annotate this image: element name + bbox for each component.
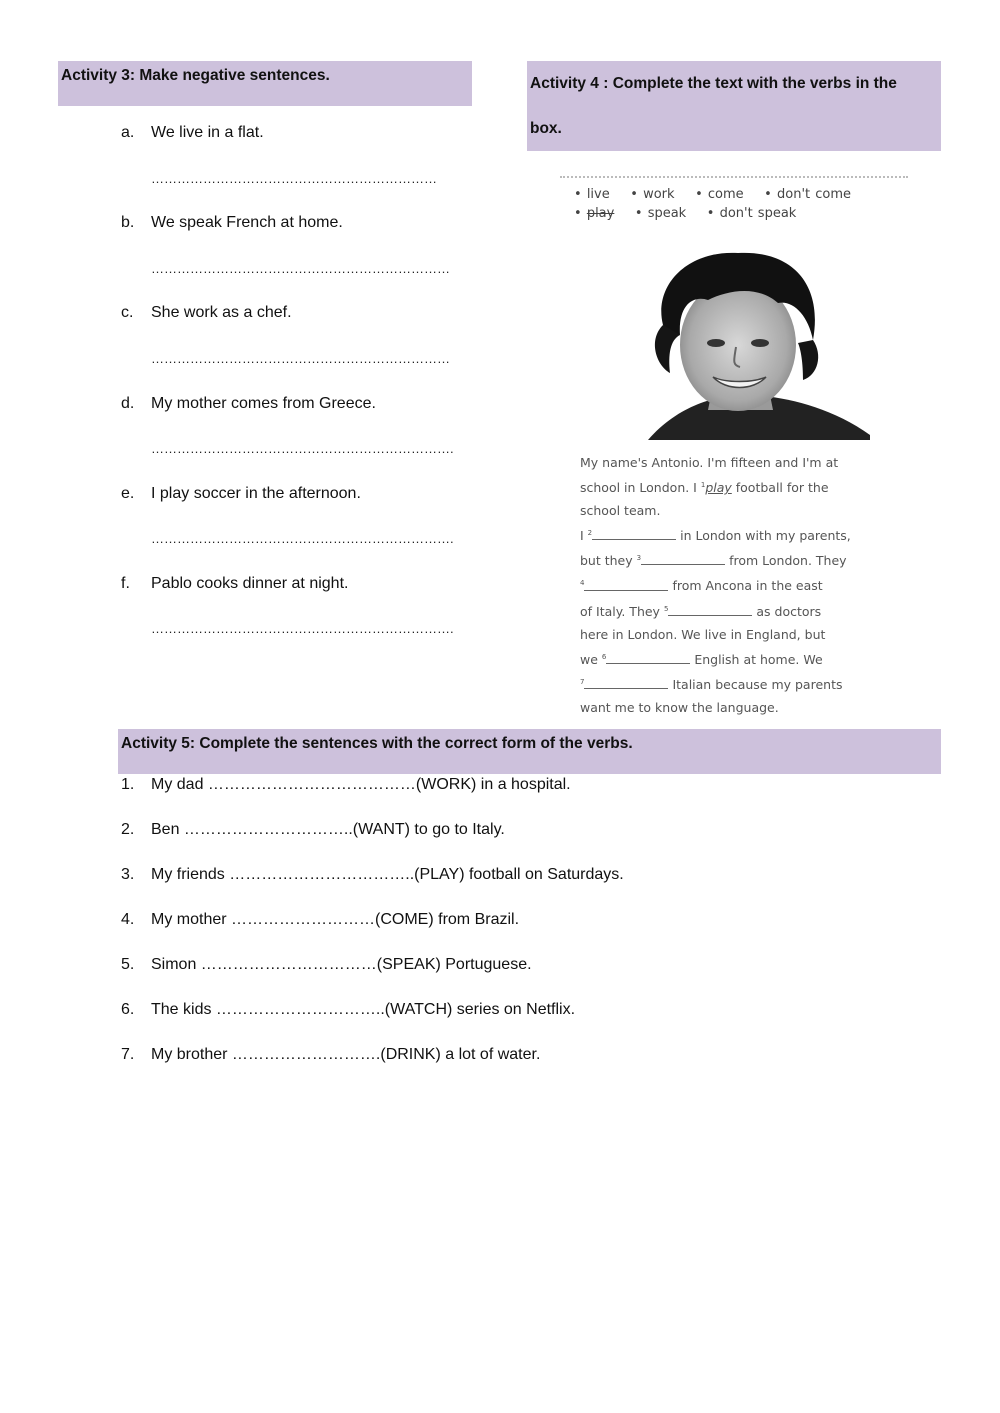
sentence-number: 2. <box>121 821 135 838</box>
sentence-number: 4. <box>121 911 135 928</box>
story-line: want me to know the language. <box>580 700 779 716</box>
story-text: in London with my parents, <box>676 528 851 544</box>
sentence-text: Simon ……………………………(SPEAK) Portuguese. <box>151 956 532 973</box>
gap-number: 2 <box>587 529 593 538</box>
answer-line[interactable]: …………………………………………………………… <box>151 351 450 366</box>
word-dont-speak: don't speak <box>719 206 797 221</box>
answer-line[interactable]: ………………………………………………………… <box>151 171 437 186</box>
gap-number: 3 <box>636 554 642 563</box>
activity-5-title: Activity 5: Complete the sentences with the correct form of the verbs. <box>121 735 633 752</box>
story-line <box>580 547 900 572</box>
story-text: we <box>580 651 602 667</box>
sentence-2[interactable] <box>121 821 505 839</box>
question-label: b. <box>121 214 135 231</box>
word-dont-come: don't come <box>777 187 852 202</box>
activity-4-header <box>527 61 941 151</box>
antonio-story <box>580 451 900 719</box>
gap-number: 1 <box>700 481 706 489</box>
activity-5-header <box>118 729 941 774</box>
question-label: a. <box>121 124 135 141</box>
question-text: I play soccer in the afternoon. <box>151 485 361 502</box>
activity-4-title-line1: Activity 4 : Complete the text with the verbs in the <box>530 75 897 92</box>
sentence-number: 7. <box>121 1046 135 1063</box>
gap-number: 4 <box>580 579 585 588</box>
question-text: She work as a chef. <box>151 304 292 321</box>
gap-number: 7 <box>580 677 585 686</box>
gap-4-blank[interactable] <box>584 578 668 591</box>
sentence-text: The kids …………………………..(WATCH) series on Netflix. <box>151 1001 576 1018</box>
story-text: but they <box>580 553 637 569</box>
sentence-3[interactable] <box>121 866 624 884</box>
story-line <box>580 522 900 547</box>
story-line <box>580 474 900 499</box>
story-line <box>580 671 900 696</box>
sentence-text: My mother ………………………(COME) from Brazil. <box>151 911 520 928</box>
sentence-number: 6. <box>121 1001 135 1018</box>
story-text: from Ancona in the east <box>668 578 823 594</box>
gap-number: 6 <box>601 652 607 661</box>
activity-4-title-line2: box. <box>530 120 562 137</box>
question-text: We live in a flat. <box>151 124 264 141</box>
word-work: work <box>643 187 675 202</box>
verb-word-box <box>560 176 908 224</box>
question-text: Pablo cooks dinner at night. <box>151 575 349 592</box>
question-label: f. <box>121 575 130 592</box>
answer-line[interactable]: ……………………………………………………………. <box>151 531 454 546</box>
story-line: My name's Antonio. I'm fifteen and I'm at <box>580 455 839 470</box>
sentence-6[interactable] <box>121 1001 575 1019</box>
gap-5-blank[interactable] <box>668 603 752 616</box>
sentence-1[interactable] <box>121 776 571 794</box>
word-row-1: • live • work • come • don't come <box>574 187 852 202</box>
sentence-text: My dad …………………………………(WORK) in a hospital. <box>151 776 571 793</box>
sentence-number: 1. <box>121 776 135 793</box>
sentence-4[interactable] <box>121 911 519 929</box>
question-label: c. <box>121 304 134 321</box>
antonio-photo <box>608 245 870 440</box>
answer-line[interactable]: ……………………………………………………………. <box>151 441 454 456</box>
word-come: come <box>707 187 744 202</box>
story-text: English at home. We <box>690 651 823 667</box>
sentence-7[interactable] <box>121 1046 540 1064</box>
sentence-text: My brother ……………………….(DRINK) a lot of water. <box>151 1046 541 1063</box>
gap-7-blank[interactable] <box>584 676 668 689</box>
word-live: live <box>586 187 610 202</box>
story-text: I <box>580 528 588 544</box>
story-line: school team. <box>580 503 661 519</box>
word-play: play <box>586 206 615 221</box>
gap-number: 5 <box>663 604 669 613</box>
story-text: Italian because my parents <box>668 677 843 693</box>
sentence-number: 5. <box>121 956 135 973</box>
story-text: school in London. I <box>580 480 701 496</box>
sentence-text: My friends ……………………………..(PLAY) football on Saturdays. <box>151 866 624 883</box>
story-line <box>580 598 900 623</box>
story-text: of Italy. They <box>580 603 664 619</box>
example-answer: play <box>705 480 732 496</box>
story-line: here in London. We live in England, but <box>580 626 826 642</box>
question-text: We speak French at home. <box>151 214 343 231</box>
answer-line[interactable]: ……………………………………………………………. <box>151 621 454 636</box>
story-text: from London. They <box>725 553 847 569</box>
sentence-number: 3. <box>121 866 135 883</box>
question-label: e. <box>121 485 135 502</box>
story-text: as doctors <box>752 603 822 619</box>
word-speak: speak <box>647 206 687 221</box>
question-label: d. <box>121 395 135 412</box>
answer-line[interactable]: …………………………………………………………… <box>151 261 450 276</box>
story-line <box>580 572 900 597</box>
story-text: football for the <box>731 480 829 496</box>
word-row-2: • play • speak • don't speak <box>574 206 797 221</box>
sentence-text: Ben …………………………..(WANT) to go to Italy. <box>151 821 505 838</box>
sentence-5[interactable] <box>121 956 532 974</box>
gap-2-blank[interactable] <box>592 527 676 540</box>
gap-6-blank[interactable] <box>606 651 690 664</box>
gap-3-blank[interactable] <box>641 552 725 565</box>
story-line <box>580 646 900 671</box>
activity-3-title: Activity 3: Make negative sentences. <box>61 67 330 84</box>
activity-3-header <box>58 61 472 106</box>
question-text: My mother comes from Greece. <box>151 395 376 412</box>
